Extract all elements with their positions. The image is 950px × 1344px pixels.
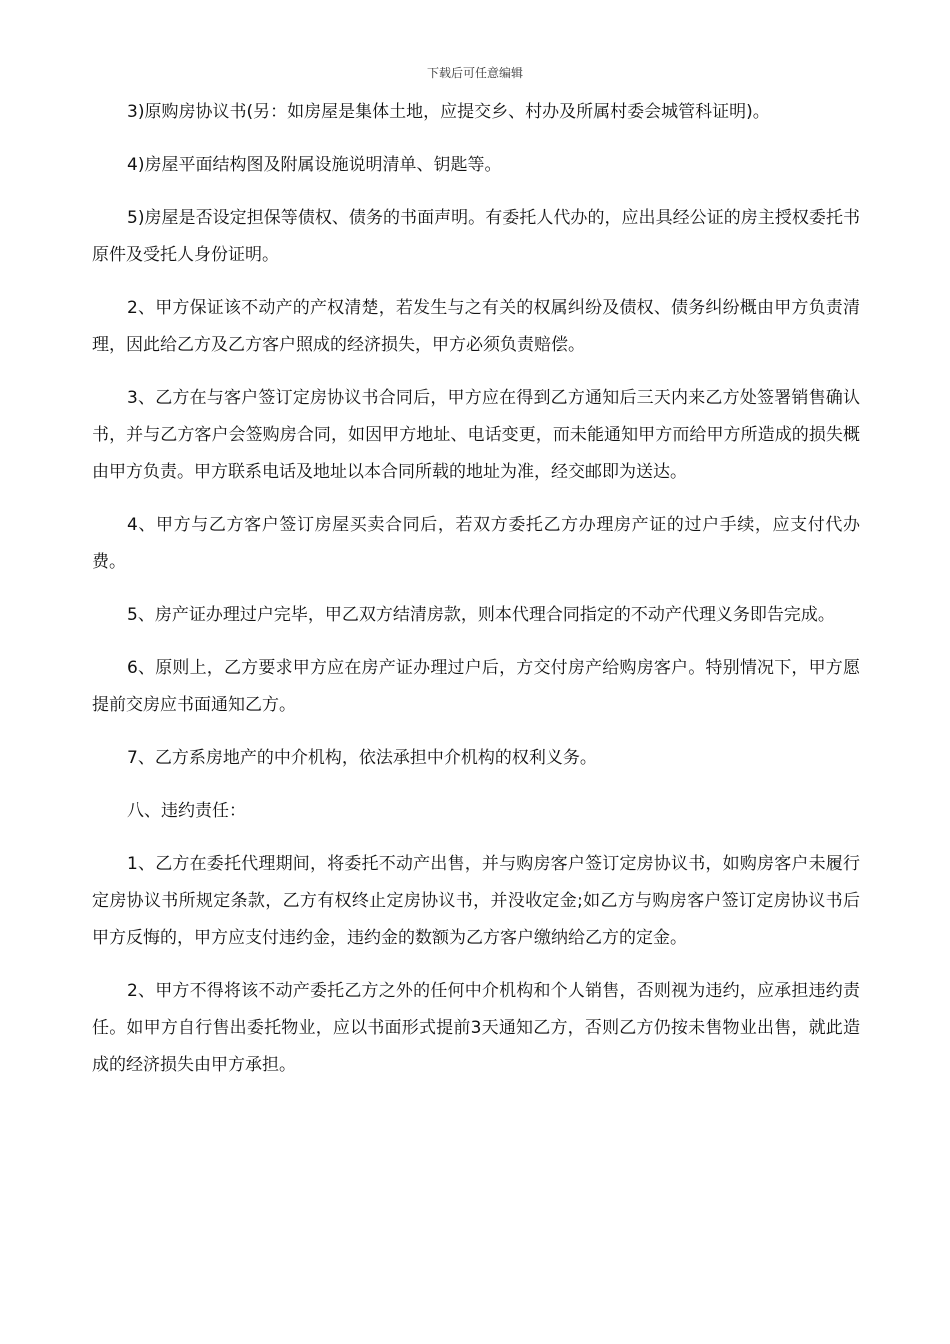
paragraph-handover: 6、原则上，乙方要求甲方应在房产证办理过户后，方交付房产给购房客户。特别情况下，甲方愿提前交房应书面通知乙方。 [92, 658, 860, 715]
page-header: 下载后可任意编辑 [426, 66, 523, 80]
paragraph-original-purchase-agreement: 3)原购房协议书(另：如房屋是集体土地，应提交乡、村办及所属村委会城管科证明)。 [127, 102, 770, 122]
paragraph-intermediary: 7、乙方系房地产的中介机构，依法承担中介机构的权利义务。 [127, 748, 597, 768]
paragraph-floor-plan: 4)房屋平面结构图及附属设施说明清单、钥匙等。 [127, 155, 502, 175]
paragraph-guarantee-statement: 5)房屋是否设定担保等债权、债务的书面声明。有委托人代办的，应出具经公证的房主授权委托书原件及受托人身份证明。 [92, 208, 860, 265]
paragraph-transfer-fee: 4、甲方与乙方客户签订房屋买卖合同后，若双方委托乙方办理房产证的过户手续，应支付代办费。 [92, 515, 860, 572]
paragraph-sales-confirmation: 3、乙方在与客户签订定房协议书合同后，甲方应在得到乙方通知后三天内来乙方处签署销售确认书，并与乙方客户会签购房合同，如因甲方地址、电话变更，而未能通知甲方而给甲方所造成的损失概由甲方负责。甲方联系电话及地址以本合同所载的地址为准，经交邮即为送达。 [92, 388, 860, 482]
document-body [92, 94, 860, 1084]
section-heading-breach-liability: 八、违约责任： [127, 801, 246, 821]
paragraph-breach-exclusive: 2、甲方不得将该不动产委托乙方之外的任何中介机构和个人销售，否则视为违约，应承担违约责任。如甲方自行售出委托物业，应以书面形式提前3天通知乙方，否则乙方仍按未售物业出售，就此造成的经济损失由甲方承担。 [92, 981, 860, 1075]
paragraph-completion: 5、房产证办理过户完毕，甲乙双方结清房款，则本代理合同指定的不动产代理义务即告完成。 [127, 605, 835, 625]
paragraph-property-rights: 2、甲方保证该不动产的产权清楚，若发生与之有关的权属纠纷及债权、债务纠纷概由甲方负责清理，因此给乙方及乙方客户照成的经济损失，甲方必须负责赔偿。 [92, 298, 860, 355]
paragraph-breach-deposit: 1、乙方在委托代理期间，将委托不动产出售，并与购房客户签订定房协议书，如购房客户未履行定房协议书所规定条款，乙方有权终止定房协议书，并没收定金;如乙方与购房客户签订定房协议书后甲方反悔的，甲方应支付违约金，违约金的数额为乙方客户缴纳给乙方的定金。 [92, 854, 860, 948]
